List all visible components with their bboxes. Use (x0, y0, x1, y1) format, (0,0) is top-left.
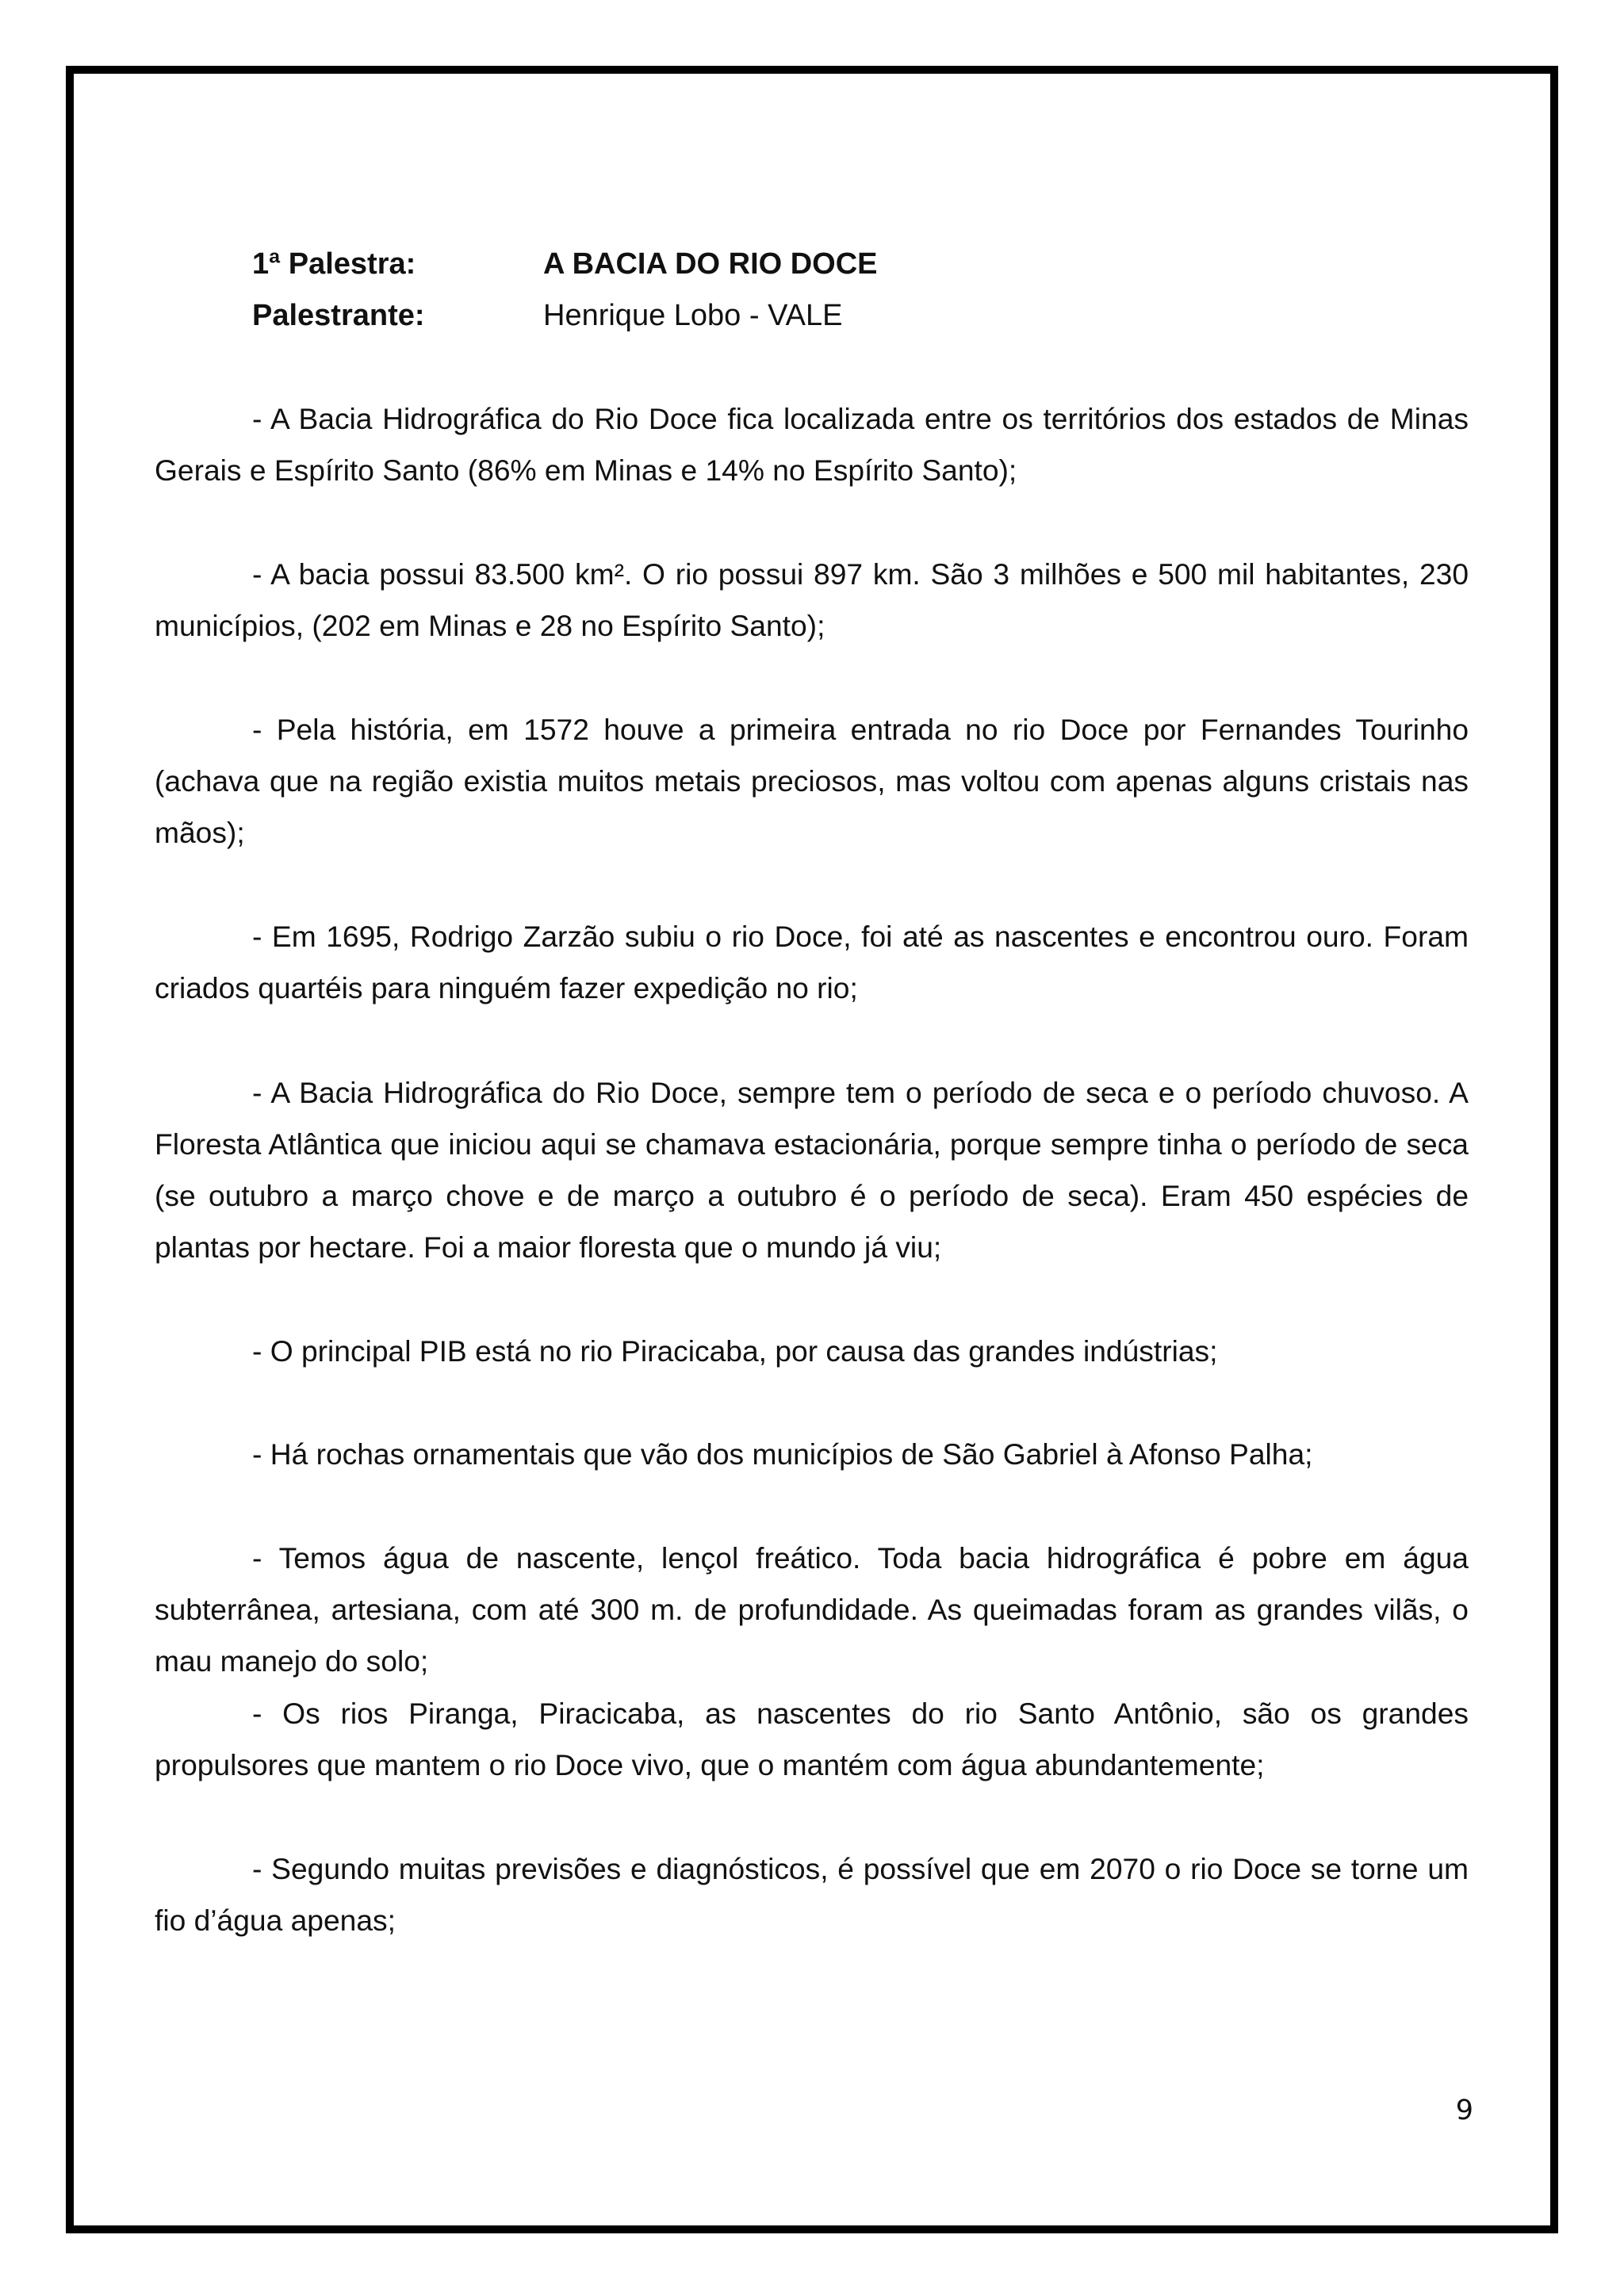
lecture-label: 1ª Palestra: (252, 247, 416, 281)
paragraph-5: - A Bacia Hidrográfica do Rio Doce, sempre tem o período de seca e o período chuvoso. A Floresta Atlântica que iniciou aqui se chamava estacionária, porque sempre tinha o período de seca (se outubro a março chove e de março a outubro é o período de seca). Eram 450 espécies de plantas por hectare. Foi a maior floresta que o mundo já viu; (155, 1076, 1469, 1264)
paragraph-7: - Há rochas ornamentais que vão dos municípios de São Gabriel à Afonso Palha; (252, 1437, 1313, 1471)
speaker-name: Henrique Lobo - VALE (543, 299, 843, 332)
paragraph-3: - Pela história, em 1572 houve a primeira entrada no rio Doce por Fernandes Tourinho (achava que na região existia muitos metais preciosos, mas voltou com apenas alguns cristais nas mãos); (155, 713, 1469, 849)
lecture-title: A BACIA DO RIO DOCE (543, 247, 878, 281)
paragraph-9: - Os rios Piranga, Piracicaba, as nascentes do rio Santo Antônio, são os grandes propulsores que mantem o rio Doce vivo, que o mantém com água abundantemente; (155, 1697, 1469, 1781)
paragraph-1: - A Bacia Hidrográfica do Rio Doce fica localizada entre os territórios dos estados de Minas Gerais e Espírito Santo (86% em Minas e 14% no Espírito Santo); (155, 402, 1469, 487)
page-number: 9 (1455, 2095, 1473, 2126)
speaker-label: Palestrante: (252, 299, 425, 332)
paragraph-10: - Segundo muitas previsões e diagnósticos, é possível que em 2070 o rio Doce se torne um fio d’água apenas; (155, 1852, 1469, 1937)
paragraph-2: - A bacia possui 83.500 km². O rio possui 897 km. São 3 milhões e 500 mil habitantes, 230 municípios, (202 em Minas e 28 no Espírito Santo); (155, 557, 1469, 642)
paragraph-6: - O principal PIB está no rio Piracicaba, por causa das grandes indústrias; (252, 1334, 1218, 1368)
paragraph-4: - Em 1695, Rodrigo Zarzão subiu o rio Doce, foi até as nascentes e encontrou ouro. Foram criados quartéis para ninguém fazer expedição no rio; (155, 920, 1469, 1004)
paragraph-8: - Temos água de nascente, lençol freático. Toda bacia hidrográfica é pobre em água subterrânea, artesiana, com até 300 m. de profundidade. As queimadas foram as grandes vilãs, o mau manejo do solo; (155, 1541, 1469, 1678)
